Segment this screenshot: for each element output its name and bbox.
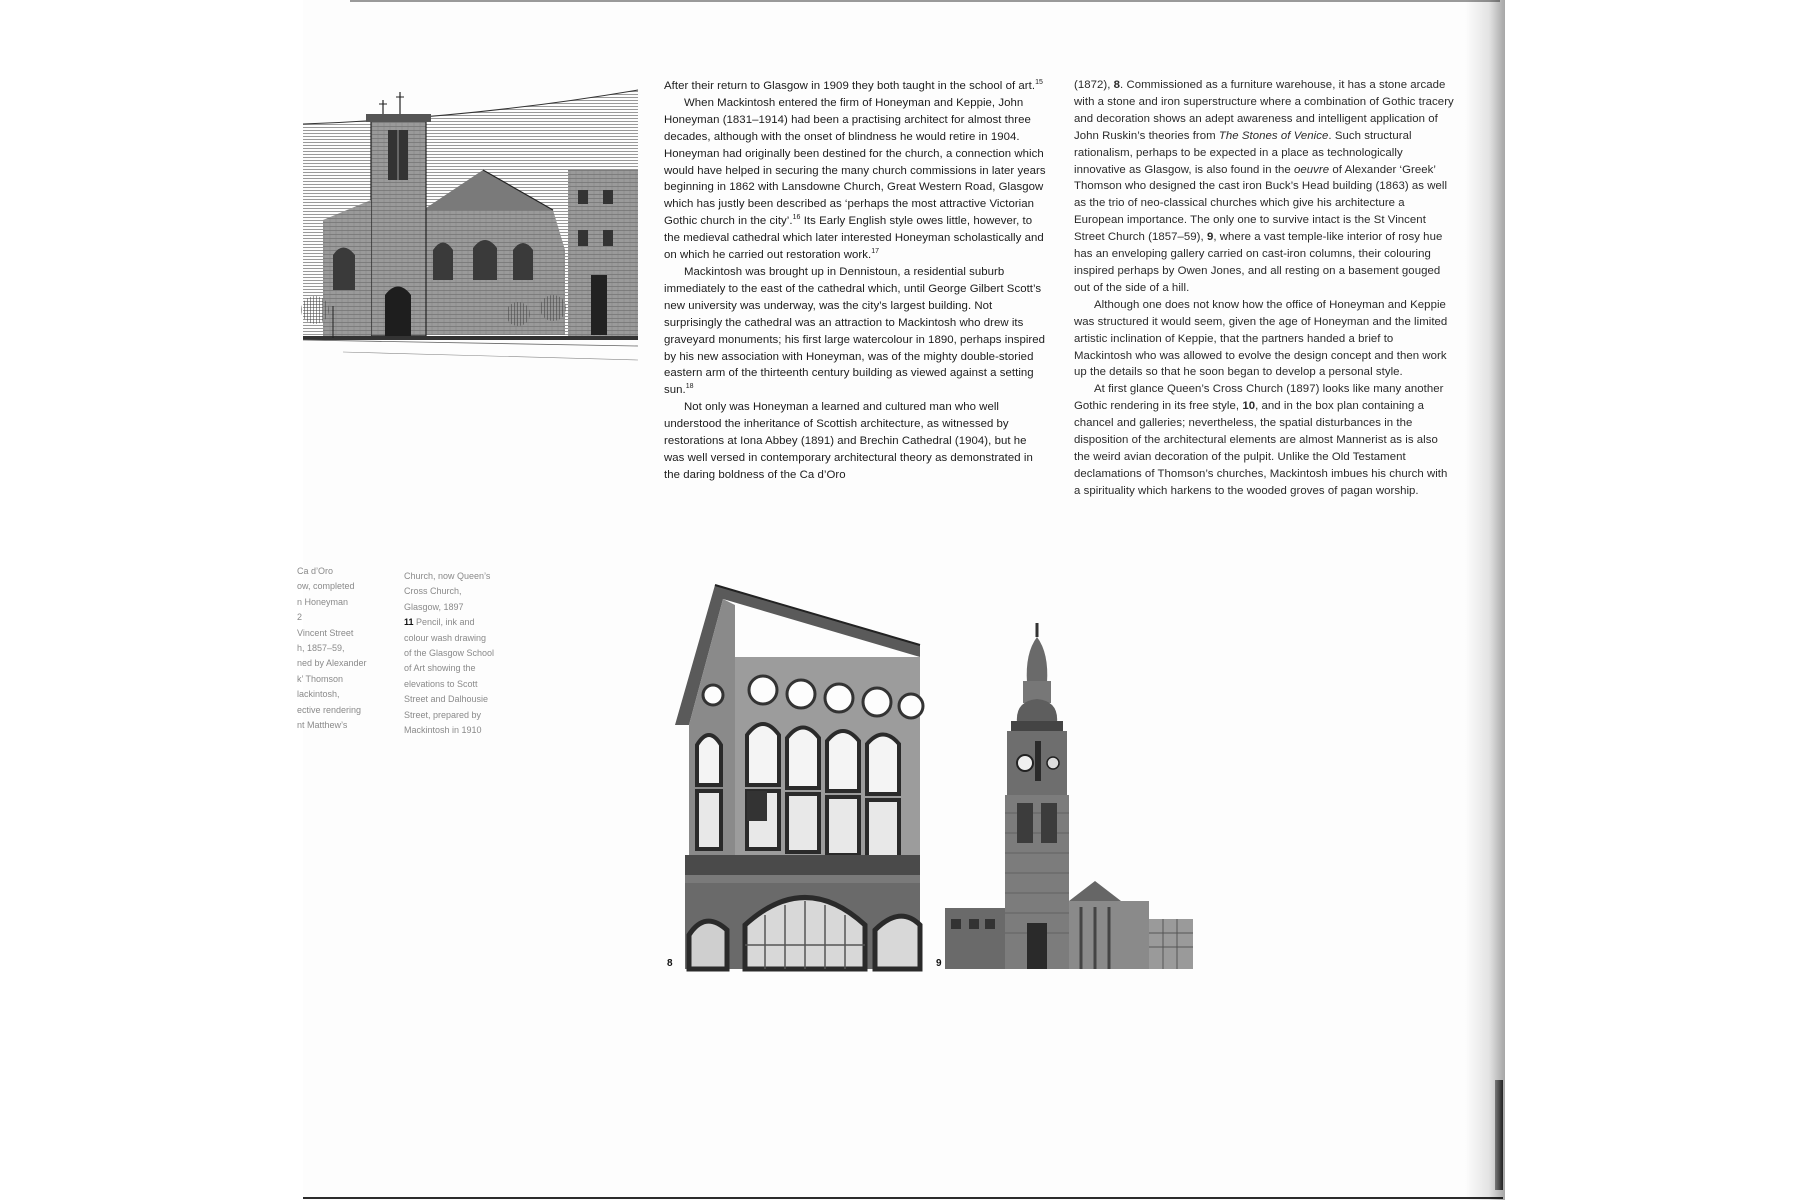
figure-ref: 9	[1206, 231, 1214, 244]
page-gutter-shadow	[1465, 0, 1505, 1200]
caption-line: n Honeyman	[297, 596, 349, 607]
church-engraving-figure	[303, 90, 638, 376]
caption-line: Cross Church,	[404, 586, 462, 597]
body-text-column-middle	[664, 78, 1047, 484]
book-title: The Stones of Venice	[1218, 129, 1329, 142]
paragraph: At first glance Queen’s Cross Church (1897) looks like many another Gothic rendering in its free style, 10, and in the box plan containing a chancel and galleries; nevertheless, the spatial disturbances in the disposition of the architectural elements are almost Mannerist as is also the weird avian decoration of the pulpit. Unlike the Old Testament declamations of Thomson’s churches, Mackintosh imbues his church with a spirituality which harkens to the wooded groves of pagan worship.	[1074, 383, 1448, 497]
caption-line: Ca d’Oro	[297, 566, 334, 576]
figure-number-8: 8	[667, 958, 673, 969]
st-vincent-church-photo-figure	[945, 623, 1193, 969]
caption-line: nt Matthew’s	[297, 720, 348, 731]
caption-line: colour wash drawing	[404, 632, 487, 643]
caption-line: Street and Dalhousie	[404, 694, 489, 705]
figure-ref: 8	[1113, 79, 1121, 91]
caption-line: of the Glasgow School	[404, 648, 495, 659]
caption-line: Church, now Queen’s	[404, 571, 491, 581]
caption-figure-number: 11	[404, 617, 414, 628]
caption-line: ned by Alexander	[297, 658, 367, 669]
caption-line: Glasgow, 1897	[404, 601, 464, 612]
caption-line: Vincent Street	[297, 627, 354, 638]
paragraph: Mackintosh was brought up in Dennistoun, a residential suburb immediately to the east of the cathedral which, until George Gilbert Scott’s new university was underway, was the city’s largest building. Not surprisingly the cathedral was an attraction to Mackintosh who drew its graveyard monuments; his first large watercolour in 1890, perhaps inspired by his new association with Honeyman, was of the mighty double-storied eastern arm of the thirteenth century building as viewed against a setting sun.$^{18}$	[664, 265, 1046, 397]
caption-line: 11 Pencil, ink and	[404, 617, 475, 628]
ca-doro-photo-figure	[675, 585, 920, 969]
caption-line: of Art showing the	[404, 663, 476, 674]
paragraph: After their return to Glasgow in 1909 they both taught in the school of art.$^{15}$	[664, 79, 1043, 92]
caption-line: 2	[297, 612, 303, 623]
caption-line: k’ Thomson	[297, 673, 344, 684]
paragraph: (1872), 8. Commissioned as a furniture warehouse, it has a stone arcade with a stone and iron superstructure where a combination of Gothic tracery and decoration shows an adept awareness and intelligent application of John Ruskin’s theories from The Stones of Venice. Such structural rationalism, perhaps to be expected in a place as technologically innovative as Glasgow, is also found in the oeuvre of Alexander ‘Greek’ Thomson who designed the cast iron Buck’s Head building (1863) as well as the trio of neo-classical churches which give his architecture a European importance. The only one to survive intact is the St Vincent Street Church (1857–59), 9, where a vast temple-like interior of rosy hue has an enveloping gallery carried on cast-iron columns, their colouring inspired perhaps by Owen Jones, and all resting on a basement gouged out of the side of a hill.	[1074, 79, 1454, 294]
paragraph: When Mackintosh entered the firm of Honeyman and Keppie, John Honeyman (1831–1914) had been a practising architect for almost three decades, although with the onset of blindness he would retire in 1904. Honeyman had originally been destined for the church, a connection which would have helped in securing the many church commissions in later years beginning in 1862 with Lansdowne Church, Great Western Road, Glasgow which has justly been described as ‘perhaps the most attractive Victorian Gothic church in the city’.$^{16}$ Its Early English style owes little, however, to the medieval cathedral which later interested Honeyman scholastically and on which he carried out restoration work.$^{17}$	[664, 96, 1046, 262]
footnote-ref: 16	[792, 214, 801, 222]
footnote-ref: 15	[1035, 79, 1043, 87]
caption-line: Street, prepared by	[404, 709, 482, 720]
bottom-edge-rule	[303, 1197, 1503, 1199]
paragraph: Not only was Honeyman a learned and cultured man who well understood the inheritance of Scottish architecture, as witnessed by restorations at Iona Abbey (1891) and Brechin Cathedral (1904), but he was well versed in contemporary architectural theory as demonstrated in the daring boldness of the Ca d’Oro	[664, 401, 1033, 481]
caption-line: ective rendering	[297, 704, 362, 715]
caption-line: h, 1857–59,	[297, 643, 345, 654]
page-edge	[1495, 1080, 1503, 1190]
caption-left	[297, 564, 375, 733]
caption-line: ow, completed	[297, 581, 355, 592]
top-edge-rule	[350, 0, 1500, 2]
figure-ref: 10	[1242, 400, 1256, 413]
figure-number-9: 9	[936, 958, 942, 969]
footnote-ref: 17	[871, 248, 880, 256]
italic-term: oeuvre	[1294, 163, 1330, 176]
caption-line: lackintosh,	[297, 689, 340, 700]
paragraph: Although one does not know how the office of Honeyman and Keppie was structured it would seem, given the age of Honeyman and the limited artistic inclination of Keppie, that the partners handed a brief to Mackintosh who was allowed to evolve the design concept and then work up the details so that he soon began to develop a personal style.	[1074, 298, 1448, 379]
body-text-column-right	[1074, 77, 1454, 500]
footnote-ref: 18	[685, 383, 694, 391]
caption-line: elevations to Scott	[404, 678, 478, 689]
caption-line: Mackintosh in 1910	[404, 725, 482, 736]
caption-right	[404, 569, 514, 738]
